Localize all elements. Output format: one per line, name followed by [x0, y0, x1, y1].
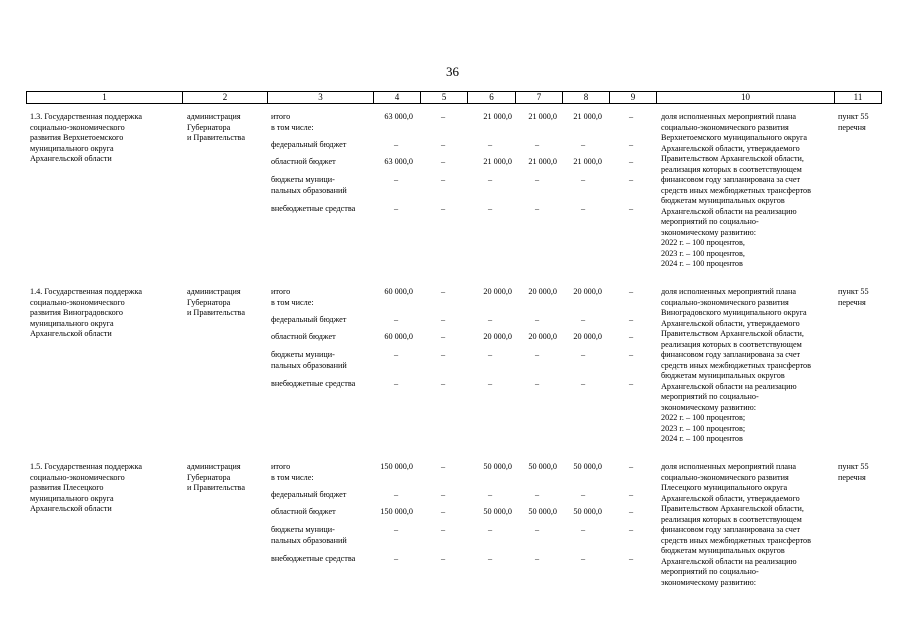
col-header-7: 7 — [516, 92, 563, 104]
regional-c4: 63 000,0 — [384, 157, 413, 166]
federal-c6: – — [487, 490, 493, 499]
extra-c8: – — [580, 379, 586, 388]
regional-c5: – — [440, 332, 446, 341]
executor: администрация Губернатора и Правительства — [187, 112, 245, 142]
federal-c5: – — [440, 315, 446, 324]
regional-c8: 20 000,0 — [573, 332, 602, 341]
total-c9: – — [628, 112, 634, 121]
federal-c9: – — [628, 490, 634, 499]
municipal-c5: – — [440, 350, 446, 359]
federal-c8: – — [580, 140, 586, 149]
executor: администрация Губернатора и Правительства — [187, 462, 245, 492]
indicator-text: доля исполненных мероприятий плана социально-экономического развития Верхнетоемского муниципального округа Архангельской области, утверждаемого Правительством Архангельской области, реализация которых в соответствующем финансовом году запланирована за счет средств иных межбюджетных трансфертов бюджетам муниципальных округов Архангельской области на реализацию мероприятий по социально- экономическому развитию: 2022 г. – 100 процентов, 2023 г. – 100 процентов, 2024 г. – 100 процентов — [661, 112, 812, 268]
regional-c7: 21 000,0 — [528, 157, 557, 166]
municipal-c5: – — [440, 525, 446, 534]
extra-c4: – — [393, 554, 399, 563]
column-number-header — [26, 91, 882, 104]
indicator-text: доля исполненных мероприятий плана социально-экономического развития Плесецкого муниципального округа Архангельской области, утверждаемого Правительством Архангельской области, реализация которых в соответствующем финансовом году запланирована за счет средств иных межбюджетных трансфертов бюджетам муниципальных округов Архангельской области на реализацию мероприятий по социально- экономическому развитию: — [661, 462, 812, 587]
source-total: итого в том числе: — [271, 112, 314, 132]
source-regional: областной бюджет — [271, 157, 336, 166]
source-extra: внебюджетные средства — [271, 379, 356, 388]
total-c7: 20 000,0 — [528, 287, 557, 296]
extra-c4: – — [393, 379, 399, 388]
municipal-c8: – — [580, 175, 586, 184]
source-extra: внебюджетные средства — [271, 554, 356, 563]
extra-c8: – — [580, 554, 586, 563]
col-header-6: 6 — [468, 92, 516, 104]
municipal-c9: – — [628, 350, 634, 359]
total-c8: 50 000,0 — [573, 462, 602, 471]
col-header-10: 10 — [657, 92, 835, 104]
total-c4: 63 000,0 — [384, 112, 413, 121]
program-name: 1.4. Государственная поддержка социально-экономического развития Виноградовского муниципального округа Архангельской области — [30, 287, 142, 338]
municipal-c8: – — [580, 525, 586, 534]
federal-c9: – — [628, 140, 634, 149]
col-header-4: 4 — [374, 92, 421, 104]
total-c8: 21 000,0 — [573, 112, 602, 121]
extra-c9: – — [628, 554, 634, 563]
federal-c7: – — [534, 140, 540, 149]
municipal-c6: – — [487, 350, 493, 359]
reference: пункт 55 перечня — [838, 112, 869, 132]
municipal-c7: – — [534, 525, 540, 534]
source-municipal: бюджеты муници- пальных образований — [271, 525, 347, 545]
total-c4: 150 000,0 — [380, 462, 413, 471]
source-total: итого в том числе: — [271, 462, 314, 482]
federal-c7: – — [534, 315, 540, 324]
regional-c7: 20 000,0 — [528, 332, 557, 341]
total-c9: – — [628, 287, 634, 296]
total-c6: 21 000,0 — [483, 112, 512, 121]
federal-c4: – — [393, 490, 399, 499]
extra-c6: – — [487, 554, 493, 563]
total-c9: – — [628, 462, 634, 471]
extra-c5: – — [440, 204, 446, 213]
source-extra: внебюджетные средства — [271, 204, 356, 213]
municipal-c6: – — [487, 525, 493, 534]
federal-c4: – — [393, 315, 399, 324]
extra-c5: – — [440, 379, 446, 388]
municipal-c4: – — [393, 525, 399, 534]
total-c7: 21 000,0 — [528, 112, 557, 121]
federal-c5: – — [440, 140, 446, 149]
total-c6: 20 000,0 — [483, 287, 512, 296]
regional-c5: – — [440, 507, 446, 516]
regional-c7: 50 000,0 — [528, 507, 557, 516]
regional-c6: 50 000,0 — [483, 507, 512, 516]
regional-c6: 20 000,0 — [483, 332, 512, 341]
source-federal: федеральный бюджет — [271, 490, 347, 499]
reference: пункт 55 перечня — [838, 462, 869, 482]
col-header-11: 11 — [835, 92, 882, 104]
col-header-1: 1 — [27, 92, 183, 104]
indicator-text: доля исполненных мероприятий плана социально-экономического развития Виноградовского муниципального округа Архангельской области, утверждаемого Правительством Архангельской области, реализация которых в соответствующем финансовом году запланирована за счет средств иных межбюджетных трансфертов бюджетам муниципальных округов Архангельской области на реализацию мероприятий по социально- экономическому развитию: 2022 г. – 100 процентов; 2023 г. – 100 процентов; 2024 г. – 100 процентов — [661, 287, 812, 443]
federal-c8: – — [580, 315, 586, 324]
extra-c5: – — [440, 554, 446, 563]
federal-c6: – — [487, 315, 493, 324]
regional-c9: – — [628, 157, 634, 166]
col-header-8: 8 — [563, 92, 610, 104]
total-c8: 20 000,0 — [573, 287, 602, 296]
source-regional: областной бюджет — [271, 507, 336, 516]
municipal-c9: – — [628, 525, 634, 534]
extra-c7: – — [534, 204, 540, 213]
regional-c4: 60 000,0 — [384, 332, 413, 341]
municipal-c7: – — [534, 175, 540, 184]
municipal-c9: – — [628, 175, 634, 184]
extra-c6: – — [487, 379, 493, 388]
regional-c5: – — [440, 157, 446, 166]
total-c5: – — [440, 287, 446, 296]
extra-c4: – — [393, 204, 399, 213]
extra-c7: – — [534, 379, 540, 388]
reference: пункт 55 перечня — [838, 287, 869, 307]
source-regional: областной бюджет — [271, 332, 336, 341]
federal-c6: – — [487, 140, 493, 149]
extra-c7: – — [534, 554, 540, 563]
regional-c9: – — [628, 332, 634, 341]
col-header-5: 5 — [421, 92, 468, 104]
source-federal: федеральный бюджет — [271, 140, 347, 149]
municipal-c8: – — [580, 350, 586, 359]
executor: администрация Губернатора и Правительства — [187, 287, 245, 317]
extra-c8: – — [580, 204, 586, 213]
page-number: 36 — [446, 64, 459, 79]
federal-c9: – — [628, 315, 634, 324]
municipal-c6: – — [487, 175, 493, 184]
federal-c5: – — [440, 490, 446, 499]
extra-c9: – — [628, 379, 634, 388]
federal-c8: – — [580, 490, 586, 499]
federal-c4: – — [393, 140, 399, 149]
regional-c4: 150 000,0 — [380, 507, 413, 516]
regional-c6: 21 000,0 — [483, 157, 512, 166]
regional-c8: 21 000,0 — [573, 157, 602, 166]
extra-c9: – — [628, 204, 634, 213]
extra-c6: – — [487, 204, 493, 213]
total-c5: – — [440, 462, 446, 471]
source-total: итого в том числе: — [271, 287, 314, 307]
regional-c9: – — [628, 507, 634, 516]
col-header-2: 2 — [183, 92, 268, 104]
col-header-3: 3 — [268, 92, 374, 104]
municipal-c4: – — [393, 175, 399, 184]
total-c6: 50 000,0 — [483, 462, 512, 471]
municipal-c4: – — [393, 350, 399, 359]
total-c4: 60 000,0 — [384, 287, 413, 296]
source-federal: федеральный бюджет — [271, 315, 347, 324]
municipal-c7: – — [534, 350, 540, 359]
municipal-c5: – — [440, 175, 446, 184]
federal-c7: – — [534, 490, 540, 499]
program-name: 1.3. Государственная поддержка социально-экономического развития Верхнетоемского муниципального округа Архангельской области — [30, 112, 142, 163]
regional-c8: 50 000,0 — [573, 507, 602, 516]
total-c7: 50 000,0 — [528, 462, 557, 471]
col-header-9: 9 — [610, 92, 657, 104]
source-municipal: бюджеты муници- пальных образований — [271, 175, 347, 195]
total-c5: – — [440, 112, 446, 121]
source-municipal: бюджеты муници- пальных образований — [271, 350, 347, 370]
program-name: 1.5. Государственная поддержка социально-экономического развития Плесецкого муниципального округа Архангельской области — [30, 462, 142, 513]
